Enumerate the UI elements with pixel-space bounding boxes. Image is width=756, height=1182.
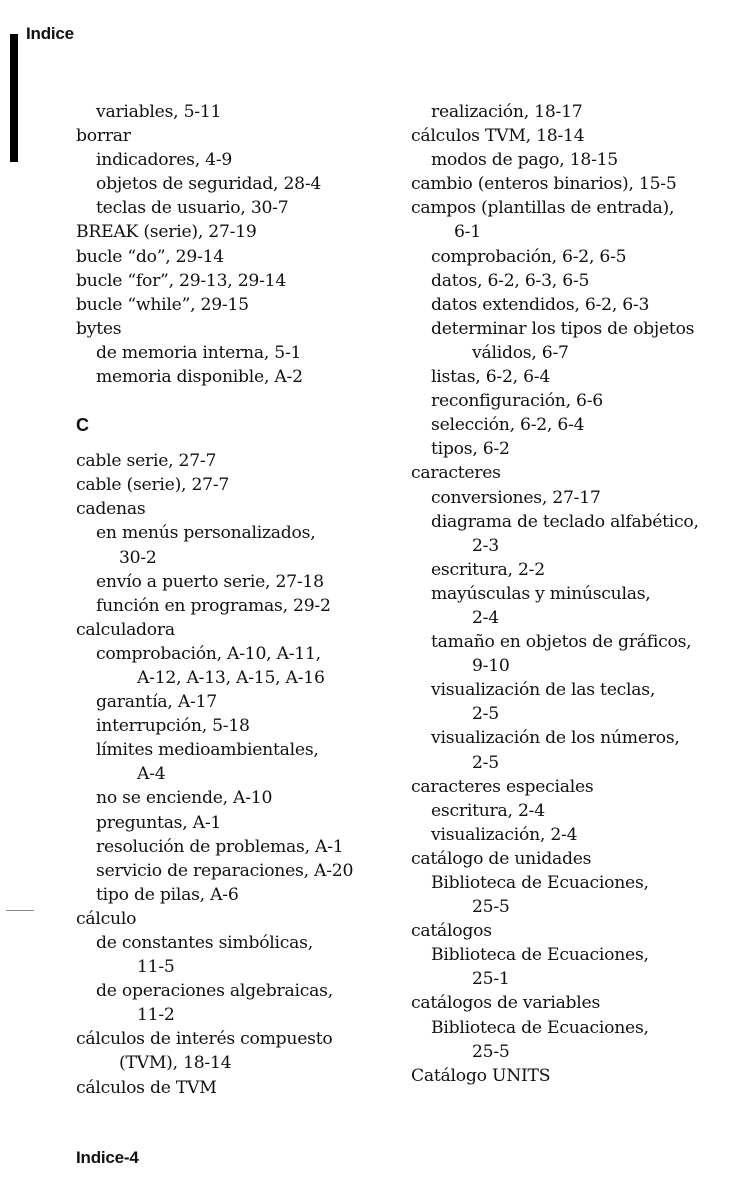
index-entry: catálogos de variables [411,993,601,1014]
section-marker-bar [10,34,18,162]
index-entry: bucle “while”, 29-15 [76,294,249,315]
index-entry: cambio (enteros binarios), 15-5 [411,174,677,195]
index-subentry: de constantes simbólicas, [96,933,313,953]
index-subentry: datos, 6-2, 6-3, 6-5 [431,270,590,291]
index-column-left [76,100,396,1100]
index-subentry: visualización, 2-4 [431,824,578,845]
index-entry: cálculos de TVM [76,1077,217,1098]
index-subentry: válidos, 6-7 [472,342,569,363]
index-subentry: resolución de problemas, A-1 [96,836,344,857]
index-entry: calculadora [76,619,175,640]
index-subentry: Biblioteca de Ecuaciones, [431,1017,649,1038]
index-subentry: interrupción, 5-18 [96,716,250,737]
index-subentry: visualización de los números, [431,728,680,749]
index-letter-heading: C [76,415,89,436]
index-subentry: Biblioteca de Ecuaciones, [431,945,649,966]
index-subentry: tipo de pilas, A-6 [96,884,239,905]
index-subentry: determinar los tipos de objetos [431,318,695,339]
index-subentry: escritura, 2-4 [431,800,545,821]
index-subentry: comprobación, A-10, A-11, [96,643,321,664]
index-subentry: función en programas, 29-2 [96,595,331,616]
index-entry: cable serie, 27-7 [76,451,217,472]
index-subentry: A-12, A-13, A-15, A-16 [137,667,325,688]
index-entry: bucle “do”, 29-14 [76,246,224,267]
index-subentry: comprobación, 6-2, 6-5 [431,246,627,267]
index-subentry: preguntas, A-1 [96,812,222,833]
index-entry: Catálogo UNITS [411,1065,551,1086]
index-subentry: teclas de usuario, 30-7 [96,198,289,219]
index-subentry: 2-3 [472,535,499,556]
index-subentry: Biblioteca de Ecuaciones, [431,873,649,893]
index-subentry: tamaño en objetos de gráficos, [431,632,692,653]
index-subentry: A-4 [137,764,166,785]
index-entry: campos (plantillas de entrada), [411,198,675,219]
index-entry: caracteres [411,463,501,484]
index-subentry: envío a puerto serie, 27-18 [96,571,324,592]
index-subentry: indicadores, 4-9 [96,150,233,171]
index-subentry: memoria disponible, A-2 [96,367,303,388]
index-subentry: en menús personalizados, [96,523,316,544]
page-number: Indice-4 [76,1148,139,1167]
index-subentry: escritura, 2-2 [431,559,545,580]
index-subentry: 25-5 [472,1041,510,1062]
index-entry: cálculo [76,908,137,929]
index-subentry: listas, 6-2, 6-4 [431,367,550,388]
index-subentry: servicio de reparaciones, A-20 [96,860,354,881]
index-subentry: 25-1 [472,969,510,990]
index-subentry: garantía, A-17 [96,692,217,713]
index-entry: cable (serie), 27-7 [76,475,230,496]
index-subentry: 6-1 [454,222,481,243]
index-subentry: tipos, 6-2 [431,439,510,460]
index-subentry: objetos de seguridad, 28-4 [96,174,322,195]
index-subentry: conversiones, 27-17 [431,487,601,508]
index-subentry: límites medioambientales, [96,740,319,761]
margin-mark [6,910,34,911]
index-subentry: de operaciones algebraicas, [96,981,333,1002]
index-entry: caracteres especiales [411,776,594,797]
index-entry: catálogo de unidades [411,848,592,869]
index-subentry: 30-2 [119,547,157,568]
index-subentry: selección, 6-2, 6-4 [431,415,585,436]
index-subentry: modos de pago, 18-15 [431,150,618,171]
index-subentry: datos extendidos, 6-2, 6-3 [431,294,650,315]
section-title: Indice [26,24,74,43]
index-subentry: (TVM), 18-14 [119,1053,232,1074]
index-entry: cálculos TVM, 18-14 [411,126,585,147]
index-subentry: 25-5 [472,897,510,918]
index-column-right [411,100,731,1088]
index-subentry: 11-5 [137,957,175,978]
index-entry: cadenas [76,499,146,520]
index-subentry: diagrama de teclado alfabético, [431,511,699,532]
index-subentry: de memoria interna, 5-1 [96,342,302,363]
index-subentry: 2-5 [472,704,499,725]
index-entry: cálculos de interés compuesto [76,1029,333,1050]
index-subentry: reconfiguración, 6-6 [431,391,603,412]
index-subentry: mayúsculas y minúsculas, [431,583,651,604]
index-entry: bytes [76,318,122,339]
index-subentry: 2-5 [472,752,499,773]
index-subentry: 9-10 [472,656,510,677]
index-subentry: 2-4 [472,607,499,628]
index-subentry: realización, 18-17 [431,102,583,122]
index-entry: catálogos [411,921,492,942]
index-entry: BREAK (serie), 27-19 [76,222,257,243]
index-entry: bucle “for”, 29-13, 29-14 [76,270,287,291]
index-subentry: visualización de las teclas, [431,680,656,701]
index-subentry: variables, 5-11 [96,102,222,122]
index-subentry: 11-2 [137,1005,175,1026]
index-subentry: no se enciende, A-10 [96,788,273,809]
index-entry: borrar [76,126,131,147]
